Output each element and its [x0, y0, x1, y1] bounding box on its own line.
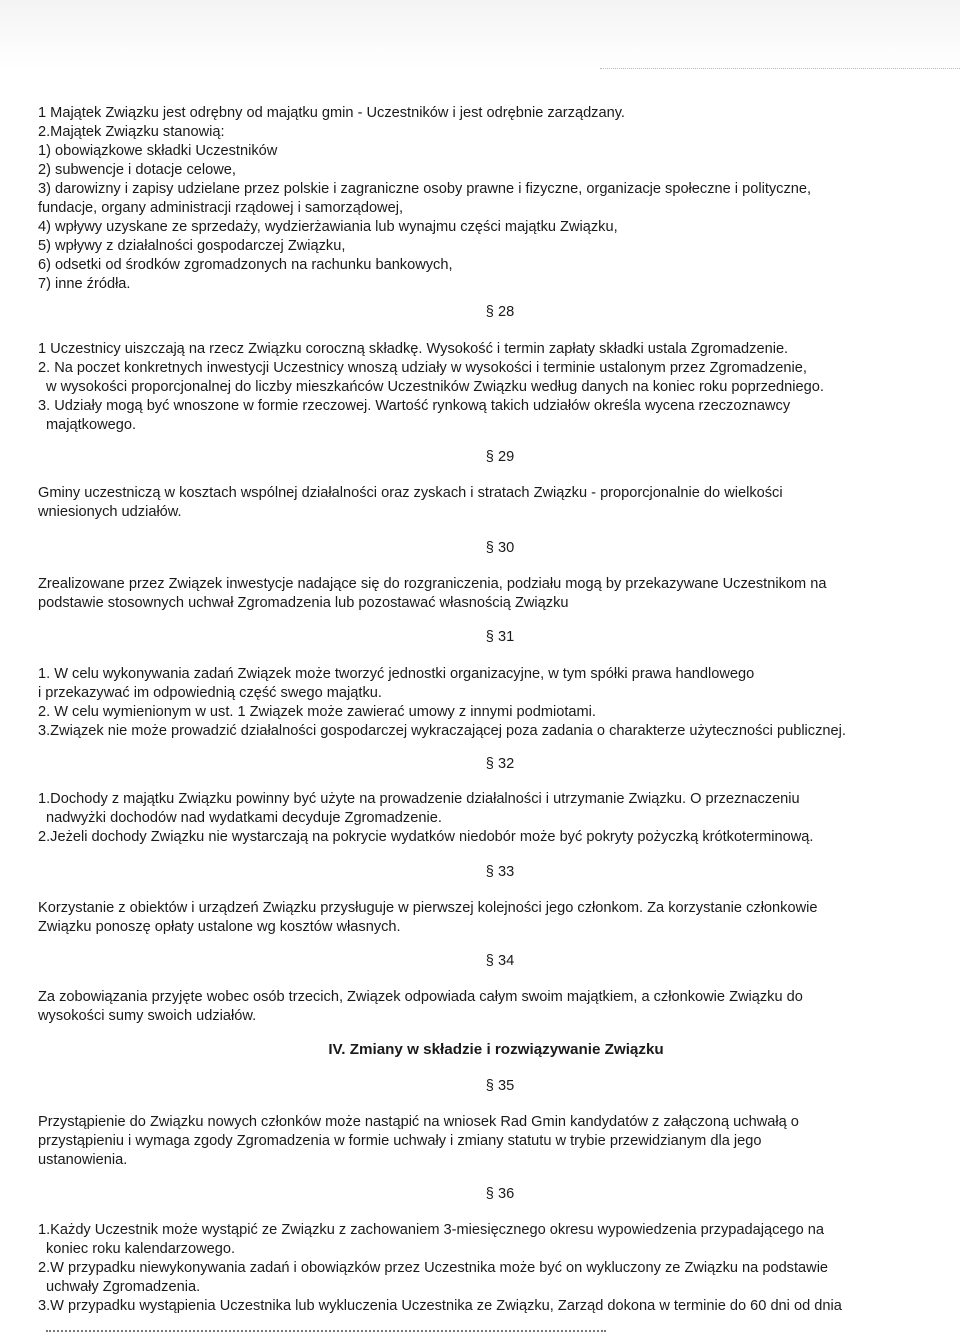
section-29-heading: § 29 — [485, 449, 515, 465]
section-30-heading: § 30 — [485, 540, 515, 556]
s32-paragraph-1-cont: nadwyżki dochodów nad wydatkami decyduje Zgromadzenie. — [46, 810, 442, 826]
section-36-heading: § 36 — [485, 1186, 515, 1202]
s33-paragraph-1-cont: Związku ponoszę opłaty ustalone wg kosztów własnych. — [38, 919, 401, 935]
s33-paragraph-1: Korzystanie z obiektów i urządzeń Związku przysługuje w pierwszej kolejności jego członkom. Za korzystanie członkowie — [38, 900, 818, 916]
s28-paragraph-3-cont: majątkowego. — [46, 417, 137, 433]
s28-paragraph-2-cont: w wysokości proporcjonalnej do liczby mieszkańców Uczestników Związku według danych na koniec roku poprzedniego. — [46, 379, 824, 395]
s31-paragraph-3: 3.Związek nie może prowadzić działalności gospodarczej wykraczającej poza zadania o charakterze użyteczności publicznej. — [38, 723, 846, 739]
s36-paragraph-2: 2.W przypadku niewykonywania zadań i obowiązków przez Uczestnika może być on wykluczony ze Związku na podstawie — [38, 1260, 829, 1276]
s31-paragraph-2: 2. W celu wymienionym w ust. 1 Związek może zawierać umowy z innymi podmiotami. — [38, 704, 596, 720]
s35-paragraph-1-cont-2: ustanowienia. — [38, 1152, 128, 1168]
s29-paragraph-1-cont: wniesionych udziałów. — [38, 504, 182, 520]
s27-item-6: 6) odsetki od środków zgromadzonych na rachunku bankowych, — [38, 257, 453, 273]
section-33-heading: § 33 — [485, 864, 515, 880]
s31-paragraph-1-cont: i przekazywać im odpowiednią część swego majątku. — [38, 685, 382, 701]
section-33-body — [38, 899, 930, 936]
section-32-body — [38, 790, 930, 846]
section-36-body — [38, 1221, 930, 1315]
s31-paragraph-1: 1. W celu wykonywania zadań Związek może tworzyć jednostki organizacyjne, w tym spółki prawa handlowego — [38, 666, 755, 682]
section-30-body — [38, 575, 930, 612]
s27-line-1: 1 Majątek Związku jest odrębny od majątku gmin - Uczestników i jest odrębnie zarządzany. — [38, 105, 625, 121]
s28-paragraph-3: 3. Udziały mogą być wnoszone w formie rzeczowej. Wartość rynkową takich udziałów określa wycena rzeczoznawcy — [38, 398, 791, 414]
s34-paragraph-1-cont: wysokości sumy swoich udziałów. — [38, 1008, 257, 1024]
s27-item-7: 7) inne źródła. — [38, 276, 131, 292]
s29-paragraph-1: Gminy uczestniczą w kosztach wspólnej działalności oraz zyskach i stratach Związku - proporcjonalnie do wielkości — [38, 485, 783, 501]
section-35-body — [38, 1113, 930, 1169]
section-28-body — [38, 340, 930, 434]
s36-paragraph-1-cont: koniec roku kalendarzowego. — [46, 1241, 236, 1257]
cut-off-text-line — [46, 1330, 606, 1335]
section-27-body — [38, 104, 930, 293]
s27-item-1: 1) obowiązkowe składki Uczestników — [38, 143, 278, 159]
s32-paragraph-2: 2.Jeżeli dochody Związku nie wystarczają na pokrycie wydatków niedobór może być pokryty pożyczką krótkoterminową. — [38, 829, 814, 845]
s32-paragraph-1: 1.Dochody z majątku Związku powinny być użyte na prowadzenie działalności i utrzymanie Związku. O przeznaczeniu — [38, 791, 800, 807]
chapter-iv-title: IV. Zmiany w składzie i rozwiązywanie Związku — [328, 1041, 664, 1058]
s27-item-2: 2) subwencje i dotacje celowe, — [38, 162, 236, 178]
section-34-body — [38, 988, 930, 1025]
section-34-heading: § 34 — [485, 953, 515, 969]
s27-line-2: 2.Majątek Związku stanowią: — [38, 124, 225, 140]
section-31-heading: § 31 — [485, 629, 515, 645]
s30-paragraph-1-cont: podstawie stosownych uchwał Zgromadzenia lub pozostawać własnością Związku — [38, 595, 569, 611]
s28-paragraph-1: 1 Uczestnicy uiszczają na rzecz Związku coroczną składkę. Wysokość i termin zapłaty składki ustala Zgromadzenie. — [38, 341, 789, 357]
s36-paragraph-2-cont: uchwały Zgromadzenia. — [46, 1279, 201, 1295]
s27-item-3-cont: fundacje, organy administracji rządowej i samorządowej, — [38, 200, 404, 216]
s30-paragraph-1: Zrealizowane przez Związek inwestycje nadające się do rozgraniczenia, podziału mogą by przekazywane Uczestnikom na — [38, 576, 827, 592]
section-31-body — [38, 665, 930, 740]
section-35-heading: § 35 — [485, 1078, 515, 1094]
s36-paragraph-1: 1.Każdy Uczestnik może wystąpić ze Związku z zachowaniem 3-miesięcznego okresu wypowiedzenia przypadającego na — [38, 1222, 825, 1238]
s28-paragraph-2: 2. Na poczet konkretnych inwestycji Uczestnicy wnoszą udziały w wysokości i terminie ustalonym przez Zgromadzenie, — [38, 360, 807, 376]
s27-item-5: 5) wpływy z działalności gospodarczej Związku, — [38, 238, 346, 254]
s27-item-3: 3) darowizny i zapisy udzielane przez polskie i zagraniczne osoby prawne i fizyczne, organizacje społeczne i polityczne, — [38, 181, 812, 197]
s34-paragraph-1: Za zobowiązania przyjęte wobec osób trzecich, Związek odpowiada całym swoim majątkiem, a członkowie Związku do — [38, 989, 803, 1005]
s27-item-4: 4) wpływy uzyskane ze sprzedaży, wydzierżawiania lub wynajmu części majątku Związku, — [38, 219, 618, 235]
section-29-body — [38, 484, 930, 521]
s36-paragraph-3: 3.W przypadku wystąpienia Uczestnika lub wykluczenia Uczestnika ze Związku, Zarząd dokona w terminie do 60 dni od dnia — [38, 1298, 842, 1314]
section-32-heading: § 32 — [485, 756, 515, 772]
s35-paragraph-1: Przystąpienie do Związku nowych członków może nastąpić na wniosek Rad Gmin kandydatów z załączoną uchwałą o — [38, 1114, 799, 1130]
s35-paragraph-1-cont-1: przystąpieniu i wymaga zgody Zgromadzenia w formie uchwały i zmiany statutu w trybie przewidzianym dla jego — [38, 1133, 762, 1149]
section-28-heading: § 28 — [485, 304, 515, 320]
